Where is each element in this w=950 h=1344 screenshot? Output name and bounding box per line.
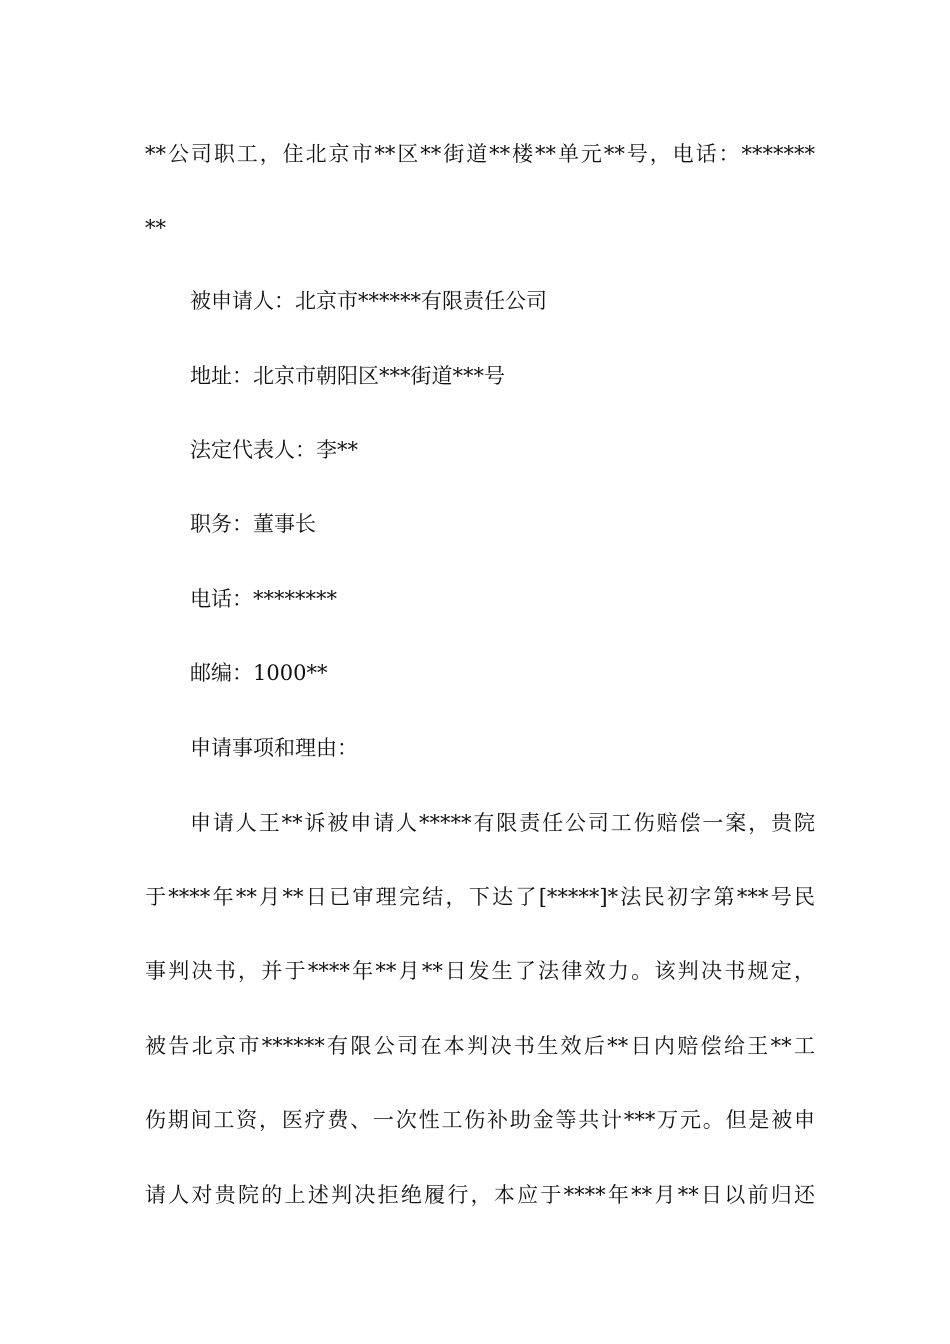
text-line-body-3: 事判决书，并于****年**月**日发生了法律效力。该判决书规定， bbox=[145, 959, 815, 983]
text-line-postcode: 邮编：1000** bbox=[190, 661, 328, 685]
text-line-body-2: 于****年**月**日已审理完结，下达了[*****]*法民初字第***号民 bbox=[145, 885, 815, 909]
text-line-body-6: 请人对贵院的上述判决拒绝履行，本应于****年**月**日以前归还 bbox=[145, 1183, 815, 1207]
text-line-section-heading: 申请事项和理由： bbox=[190, 736, 358, 760]
text-line-body-1: 申请人王**诉被申请人*****有限责任公司工伤赔偿一案，贵院 bbox=[190, 811, 815, 835]
text-line-body-4: 被告北京市******有限公司在本判决书生效后**日内赔偿给王**工 bbox=[145, 1034, 815, 1058]
text-line-respondent: 被申请人：北京市******有限责任公司 bbox=[190, 289, 547, 313]
text-line-respondent-phone: 电话：******** bbox=[190, 587, 337, 611]
text-line-body-5: 伤期间工资，医疗费、一次性工伤补助金等共计***万元。但是被申 bbox=[145, 1108, 815, 1132]
text-line-phone-continuation: ** bbox=[145, 216, 166, 240]
text-line-position: 职务：董事长 bbox=[190, 512, 316, 536]
text-line-applicant-address: **公司职工，住北京市**区**街道**楼**单元**号，电话：******* bbox=[145, 142, 815, 166]
text-line-respondent-address: 地址：北京市朝阳区***街道***号 bbox=[190, 364, 505, 388]
text-line-legal-representative: 法定代表人：李** bbox=[190, 438, 358, 462]
